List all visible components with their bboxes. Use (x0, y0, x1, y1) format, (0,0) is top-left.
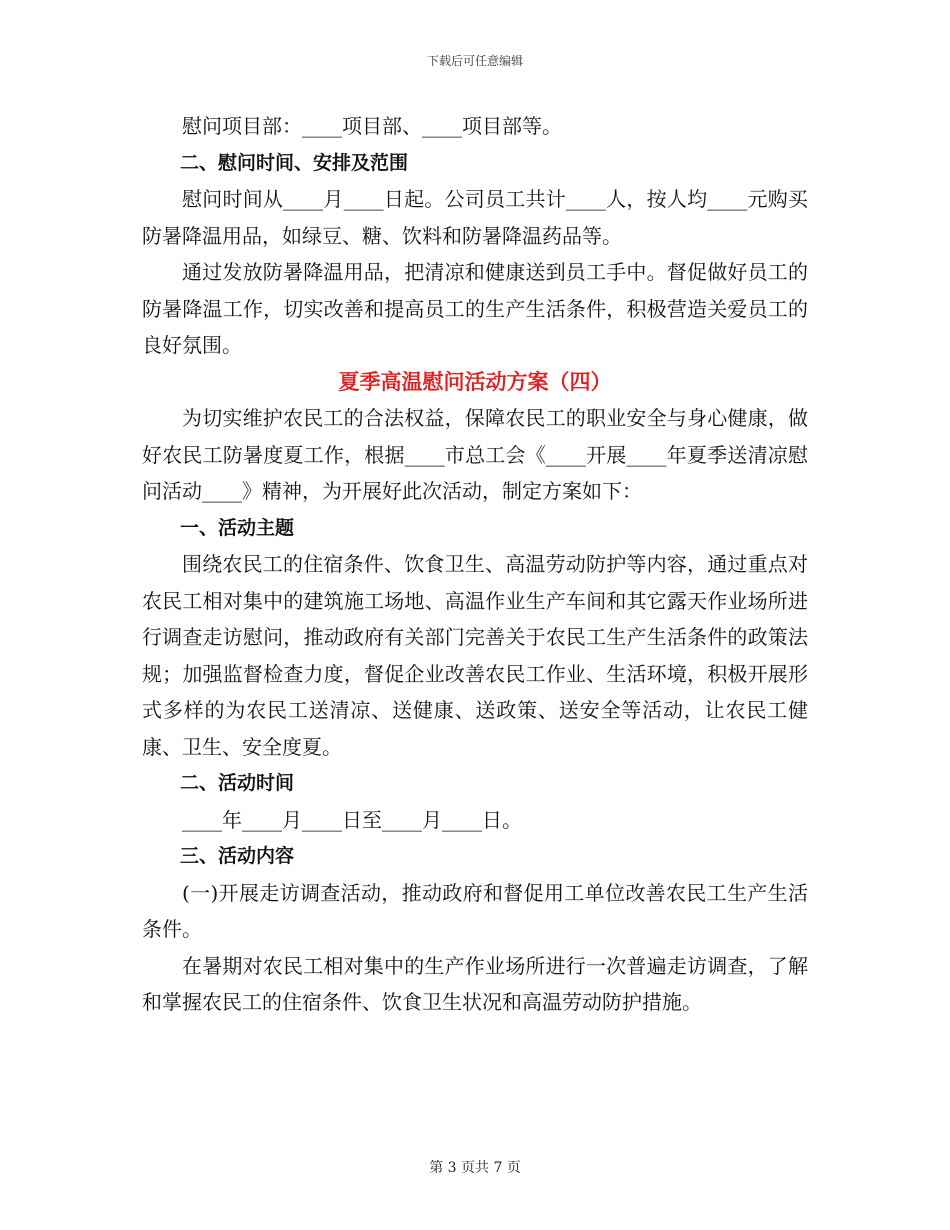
paragraph-summer-survey: 在暑期对农民工相对集中的生产作业场所进行一次普遍走访调查，了解和掌握农民工的住宿条件、饮食卫生状况和高温劳动防护措施。 (142, 953, 808, 1014)
paragraph-activity-time: ____年____月____日至____月____日。 (182, 807, 522, 832)
document-body (142, 108, 808, 1021)
paragraph-visit-survey: (一)开展走访调查活动，推动政府和督促用工单位改善农民工生产生活条件。 (142, 880, 808, 941)
paragraph-project-list: 慰问项目部：____项目部、____项目部等。 (182, 114, 562, 138)
paragraph-theme: 围绕农民工的住宿条件、饮食卫生、高温劳动防护等内容，通过重点对农民工相对集中的建筑施工场地、高温作业生产车间和其它露天作业场所进行调查走访慰问，推动政府有关部门完善关于农民工生产生活条件的政策法规；加强监督检查力度，督促企业改善农民工作业、生活环境，积极开展形式多样的为农民工送清凉、送健康、送政策、送安全等活动，让农民工健康、卫生、安全度夏。 (142, 552, 808, 759)
section-heading-content: 三、活动内容 (180, 845, 295, 867)
document-title: 夏季高温慰问活动方案（四） (338, 369, 612, 394)
paragraph-time-budget: 慰问时间从____月____日起。公司员工共计____人，按人均____元购买防暑降温用品，如绿豆、糖、饮料和防暑降温药品等。 (142, 187, 808, 248)
section-heading-theme: 一、活动主题 (180, 516, 295, 539)
page-header: 下载后可任意编辑 (426, 54, 523, 68)
section-heading-activity-time: 二、活动时间 (180, 772, 295, 794)
paragraph-purpose: 通过发放防暑降温用品，把清凉和健康送到员工手中。督促做好员工的防暑降温工作，切实改善和提高员工的生产生活条件，积极营造关爱员工的良好氛围。 (142, 260, 808, 357)
page-number: 第 3 页共 7 页 (429, 1160, 521, 1176)
paragraph-intro: 为切实维护农民工的合法权益，保障农民工的职业安全与身心健康，做好农民工防暑度夏工作，根据____市总工会《____开展____年夏季送清凉慰问活动____》精神，为开展好此次活动，制定方案如下： (142, 406, 808, 503)
section-heading-time-scope: 二、慰问时间、安排及范围 (180, 151, 409, 174)
